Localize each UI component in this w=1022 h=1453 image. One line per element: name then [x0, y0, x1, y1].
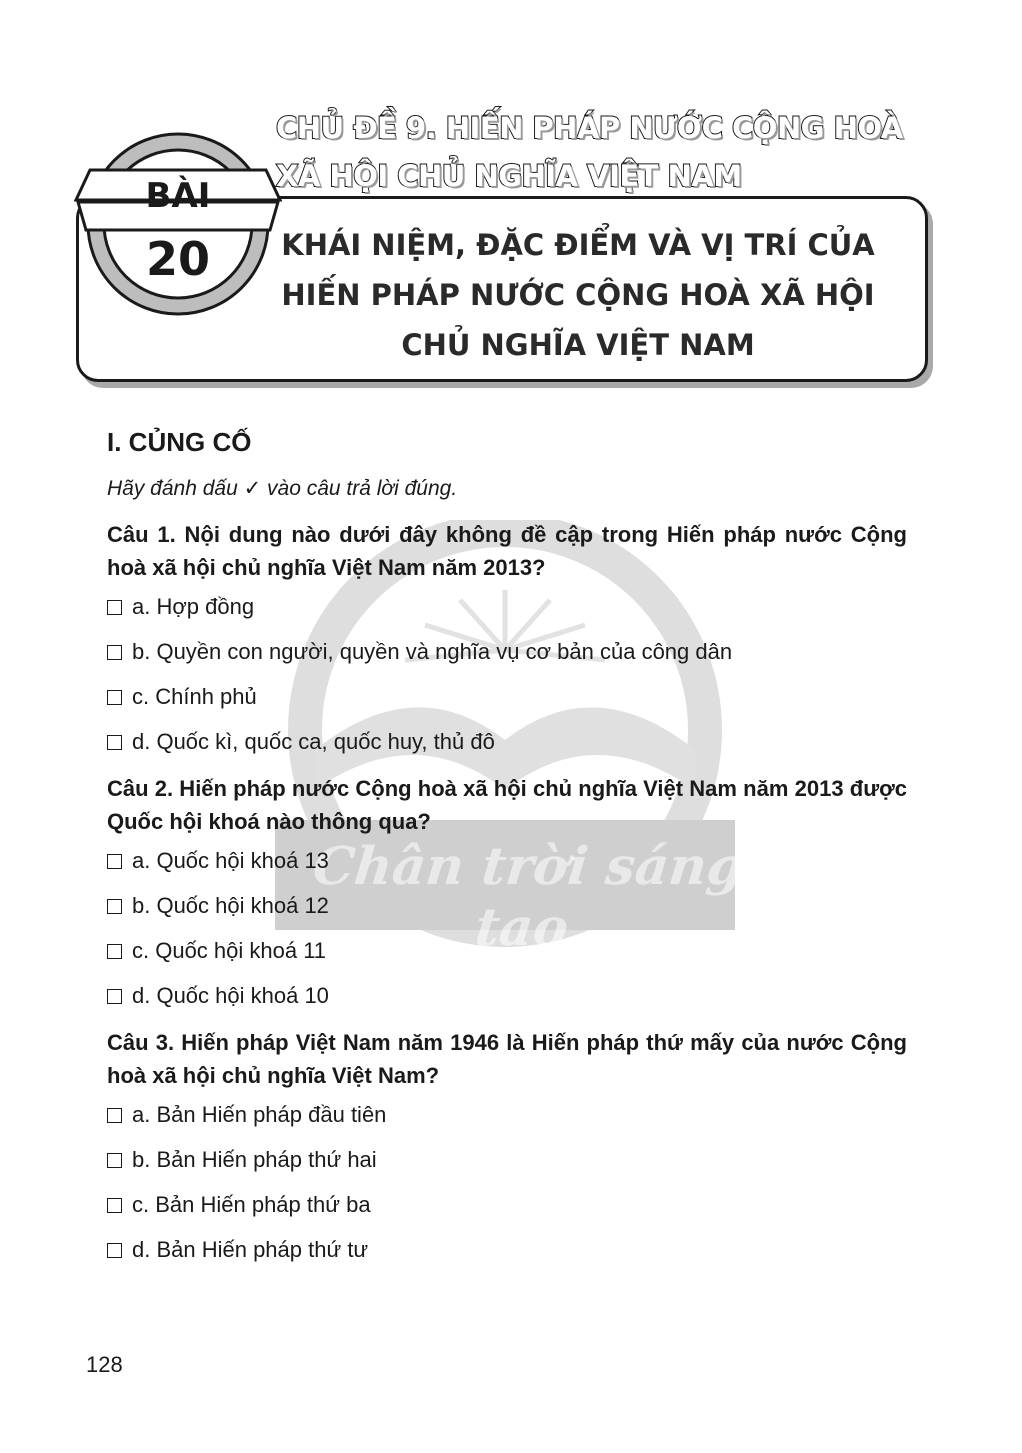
lesson-title-line-2: HIẾN PHÁP NƯỚC CỘNG HOÀ XÃ HỘI — [281, 278, 875, 312]
answer-option[interactable] — [107, 891, 907, 921]
lesson-title-line-1: KHÁI NIỆM, ĐẶC ĐIỂM VÀ VỊ TRÍ CỦA — [281, 228, 875, 262]
option-label: d. Bản Hiến pháp thứ tư — [132, 1237, 369, 1262]
checkbox-icon[interactable] — [107, 1108, 122, 1123]
checkbox-icon[interactable] — [107, 944, 122, 959]
option-label: a. Hợp đồng — [132, 594, 255, 619]
watermark-text: Chân trời sáng tạo — [310, 836, 747, 958]
checkbox-icon[interactable] — [107, 645, 122, 660]
checkbox-icon[interactable] — [107, 989, 122, 1004]
topic-line-2: XÃ HỘI CHỦ NGHĨA VIỆT NAM — [276, 159, 742, 193]
answer-option[interactable] — [107, 637, 907, 667]
checkbox-icon[interactable] — [107, 854, 122, 869]
option-label: a. Quốc hội khoá 13 — [132, 848, 329, 873]
option-label: d. Quốc hội khoá 10 — [132, 983, 329, 1008]
option-label: b. Quyền con người, quyền và nghĩa vụ cơ bản của công dân — [132, 639, 733, 664]
answer-option[interactable] — [107, 846, 907, 876]
checkbox-icon[interactable] — [107, 1198, 122, 1213]
checkbox-icon[interactable] — [107, 690, 122, 705]
exercise-content — [107, 424, 907, 1280]
checkbox-icon[interactable] — [107, 1243, 122, 1258]
option-label: d. Quốc kì, quốc ca, quốc huy, thủ đô — [132, 729, 495, 754]
checkbox-icon[interactable] — [107, 735, 122, 750]
option-label: c. Bản Hiến pháp thứ ba — [132, 1192, 371, 1217]
option-label: b. Bản Hiến pháp thứ hai — [132, 1147, 377, 1172]
checkbox-icon[interactable] — [107, 600, 122, 615]
question-block-3 — [107, 1026, 907, 1265]
instruction-text: Hãy đánh dấu ✓ vào câu trả lời đúng. — [107, 477, 458, 500]
topic-line-1: CHỦ ĐỀ 9. HIẾN PHÁP NƯỚC CỘNG HOÀ — [276, 111, 903, 145]
answer-option[interactable] — [107, 1235, 907, 1265]
answer-option[interactable] — [107, 682, 907, 712]
option-label: c. Chính phủ — [132, 684, 257, 709]
answer-option[interactable] — [107, 981, 907, 1011]
lesson-label: BÀI — [145, 176, 211, 216]
option-label: c. Quốc hội khoá 11 — [132, 938, 327, 963]
answer-option[interactable] — [107, 936, 907, 966]
lesson-title-line-3: CHỦ NGHĨA VIỆT NAM — [401, 328, 755, 362]
answer-option[interactable] — [107, 1190, 907, 1220]
page-number: 128 — [86, 1352, 123, 1377]
checkbox-icon[interactable] — [107, 1153, 122, 1168]
question-text: Câu 2. Hiến pháp nước Cộng hoà xã hội chủ nghĩa Việt Nam năm 2013 được Quốc hội khoá nào thông qua? — [107, 776, 907, 834]
option-label: b. Quốc hội khoá 12 — [132, 893, 329, 918]
checkbox-icon[interactable] — [107, 899, 122, 914]
answer-option[interactable] — [107, 592, 907, 622]
lesson-title — [238, 220, 918, 370]
question-text: Câu 1. Nội dung nào dưới đây không đề cập trong Hiến pháp nước Cộng hoà xã hội chủ nghĩa Việt Nam năm 2013? — [107, 522, 907, 580]
question-block-1 — [107, 518, 907, 757]
topic-heading — [276, 104, 916, 200]
question-text: Câu 3. Hiến pháp Việt Nam năm 1946 là Hiến pháp thứ mấy của nước Cộng hoà xã hội chủ nghĩa Việt Nam? — [107, 1030, 907, 1088]
answer-option[interactable] — [107, 1100, 907, 1130]
answer-option[interactable] — [107, 1145, 907, 1175]
option-label: a. Bản Hiến pháp đầu tiên — [132, 1102, 387, 1127]
section-heading: I. CỦNG CỐ — [107, 427, 252, 457]
lesson-number: 20 — [145, 232, 210, 286]
question-block-2 — [107, 772, 907, 1011]
answer-option[interactable] — [107, 727, 907, 757]
